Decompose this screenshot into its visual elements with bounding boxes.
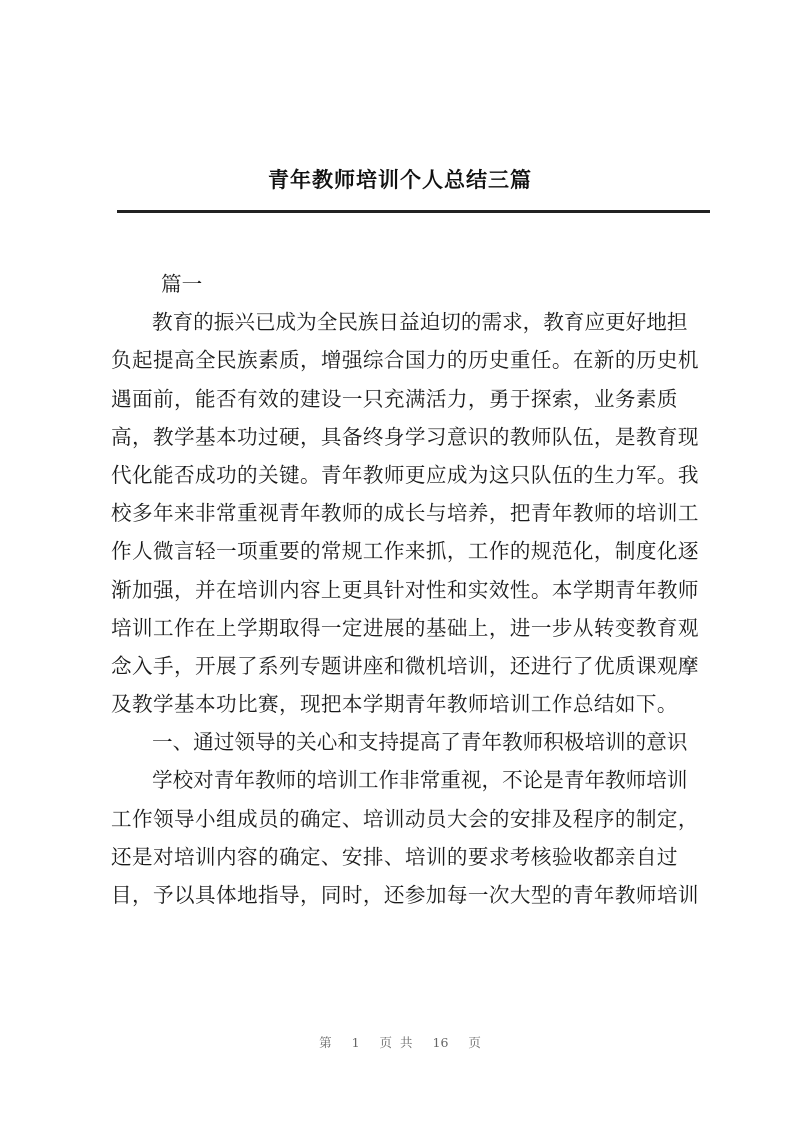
document-title: 青年教师培训个人总结三篇 [268, 167, 532, 192]
footer-page-number: 1 [351, 1035, 360, 1050]
subsection-heading: 一、通过领导的关心和支持提高了青年教师积极培训的意识 [152, 730, 688, 755]
paragraph-line: 学校对青年教师的培训工作非常重视，不论是青年教师培训 [152, 768, 688, 793]
paragraph-line: 校多年来非常重视青年教师的成长与培养，把青年教师的培训工 [111, 501, 699, 526]
paragraph-line: 工作领导小组成员的确定、培训动员大会的安排及程序的制定， [111, 806, 699, 831]
paragraph-line: 负起提高全民族素质，增强综合国力的历史重任。在新的历史机 [111, 348, 699, 373]
paragraph-line: 教育的振兴已成为全民族日益迫切的需求，教育应更好地担 [152, 310, 688, 335]
footer-prefix: 第 [319, 1035, 332, 1050]
footer-suffix: 页 [468, 1035, 481, 1050]
document-body [111, 265, 711, 914]
paragraph-line: 高，教学基本功过硬，具备终身学习意识的教师队伍，是教育现 [111, 424, 699, 449]
paragraph-line: 还是对培训内容的确定、安排、培训的要求考核验收都亲自过 [111, 844, 678, 869]
footer-total-pages: 16 [432, 1035, 449, 1050]
paragraph-line: 代化能否成功的关键。青年教师更应成为这只队伍的生力军。我 [111, 462, 699, 487]
paragraph-line: 目，予以具体地指导，同时，还参加每一次大型的青年教师培训 [111, 883, 699, 907]
paragraph-line: 作人微言轻一项重要的常规工作来抓，工作的规范化，制度化逐 [111, 539, 699, 564]
page-footer [0, 1033, 800, 1051]
paragraph-line: 遇面前，能否有效的建设一只充满活力，勇于探索，业务素质 [111, 386, 678, 411]
footer-middle: 页 共 [379, 1035, 413, 1050]
paragraph-line: 念入手，开展了系列专题讲座和微机培训，还进行了优质课观摩 [111, 653, 699, 678]
paragraph-line: 培训工作在上学期取得一定进展的基础上，进一步从转变教育观 [111, 615, 699, 640]
paragraph-line: 渐加强，并在培训内容上更具针对性和实效性。本学期青年教师 [111, 577, 699, 602]
section-heading: 篇一 [161, 272, 203, 296]
paragraph-line: 及教学基本功比赛，现把本学期青年教师培训工作总结如下。 [111, 692, 678, 717]
title-rule [117, 210, 710, 213]
